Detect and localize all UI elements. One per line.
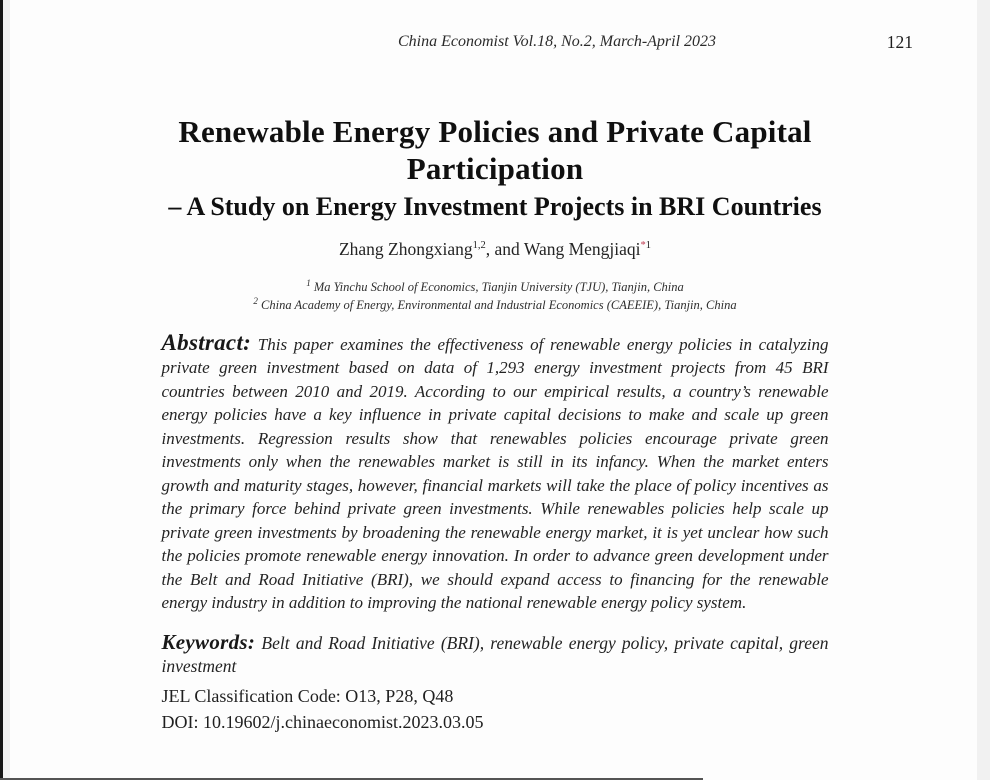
jel-classification-line: JEL Classification Code: O13, P28, Q48 [161, 685, 454, 706]
authors-line [0, 239, 990, 260]
keywords-text: Belt and Road Initiative (BRI), renewable energy policy, private capital, green investment [161, 632, 829, 676]
author-2-name: Wang Mengjiaqi [523, 239, 641, 259]
corresponding-author-asterisk: * [640, 240, 646, 252]
author-2-superscript: 1 [645, 240, 652, 252]
affiliation-2-text: China Academy of Energy, Environmental and Industrial Economics (CAEEIE), Tianjin, China [257, 297, 737, 312]
affiliation-line [0, 296, 990, 314]
affiliation-line [0, 278, 990, 296]
abstract-text: This paper examines the effectiveness of renewable energy policies in catalyzing private green investment based on data of 1,293 energy investment projects from 45 BRI countries between 2010 and 2019. According to our empirical results, a country’s renewable energy policies have a key influence in private capital decisions to make and scale up green investments. Regression results show that renewables policies encourage private green investments only when the renewables market is still in its infancy. When the market enters growth and maturity stages, however, financial markets will take the place of policy incentives as the primary force behind private green investments. While renewables policies help scale up private green investments by broadening the renewable energy market, it is yet unclear how such the policies promote renewable energy innovation. In order to advance green development under the Belt and Road Initiative (BRI), we should expand access to financing for the renewable energy industry in addition to improving the national renewable energy policy system. [161, 334, 829, 612]
doi-line: DOI: 10.19602/j.chinaeconomist.2023.03.05 [161, 711, 484, 732]
affiliation-1-text: Ma Yinchu School of Economics, Tianjin University (TJU), Tianjin, China [310, 279, 684, 294]
title-block [145, 113, 845, 224]
page-number: 121 [886, 32, 913, 52]
keywords-label: Keywords: [161, 629, 256, 654]
author-1-superscript: 1,2 [472, 240, 486, 252]
running-header [0, 33, 990, 53]
keywords-paragraph [161, 629, 829, 678]
affiliation-1-superscript: 1 [306, 277, 311, 288]
authors-separator: , and [485, 239, 524, 259]
affiliations [0, 278, 990, 314]
paper-subtitle: – A Study on Energy Investment Projects in BRI Countries [168, 192, 822, 221]
abstract-paragraph [162, 331, 829, 615]
abstract-label: Abstract: [161, 329, 252, 355]
author-1-name: Zhang Zhongxiang [338, 239, 473, 259]
affiliation-2-superscript: 2 [253, 295, 258, 306]
paper-title: Renewable Energy Policies and Private Capital Participation [178, 114, 812, 186]
journal-line: China Economist Vol.18, No.2, March-April 2023 [397, 33, 717, 50]
